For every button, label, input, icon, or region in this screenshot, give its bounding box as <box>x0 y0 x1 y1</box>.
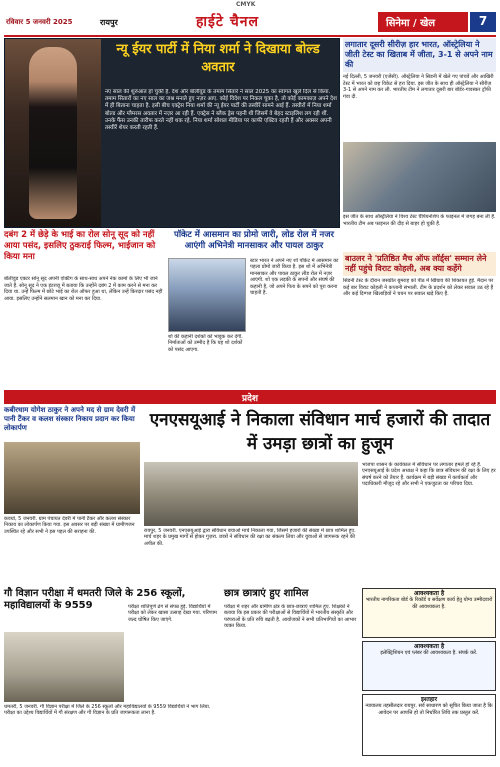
kabirdham-headline: कबीरधाम योगेश ठाकुर ने अपने मद से ग्राम देवरी में पानी टैंकर व कलश संस्कार निकाय प्रदान कर किया लोकार्पण <box>4 406 136 432</box>
gau-vigyan-story[interactable] <box>4 588 220 764</box>
ad-body: न्यायालय तहसीलदार रायपुर. सर्व साधारण को सूचित किया जाता है कि आवेदन पर आपत्ति हो तो निर्धारित तिथि तक प्रस्तुत करें. <box>365 703 493 716</box>
kabirdham-photo <box>4 442 140 514</box>
tv-show-headline: पॉकेट में आसमान का प्रोमो जारी, लोड रोल में नजर आएंगी अभिनेत्री मानसाकर और पायल ठाकुर <box>174 230 334 251</box>
page-number: 7 <box>470 12 496 32</box>
section-band: प्रदेश <box>4 390 496 404</box>
masthead <box>4 10 496 34</box>
gau-vigyan-body-right: परीक्षा शांतिपूर्ण ढंग से संपन्न हुई. विद्यार्थियों में परीक्षा को लेकर खासा उत्साह देखा गया. परिणाम जल्द घोषित किए जाएंगे. <box>128 604 217 623</box>
ad-title: इश्तहार <box>420 696 438 703</box>
hero-headline: न्यू ईयर पार्टी में निया शर्मा ने दिखाया बोल्ड अवतार <box>116 42 320 75</box>
march-photo <box>144 462 358 526</box>
sonu-sood-headline: दबंग 2 में छेड़े के भाई का रोल सोनू सूद को नहीं आया पसंद, इसलिए ठुकराई फिल्म, भाईजान को किया मना <box>4 230 156 262</box>
tv-show-caption: शो की कहानी दर्शकों को भावुक कर देगी. निर्माताओं को उम्मीद है कि यह शो दर्शकों को पसंद आएगा. <box>168 334 243 353</box>
main-headline[interactable]: एनएसयूआई ने निकाला संविधान मार्च हजारों की तादात में उमड़ा छात्रों का हुजूम <box>149 410 491 454</box>
students-body: परीक्षा में शहर और ग्रामीण क्षेत्र के छात्र-छात्राएं शामिल हुए. शिक्षकों ने बताया कि इस प्रकार की परीक्षाओं से विद्यार्थियों में भारतीय संस्कृति और परंपराओं के प्रति रुचि बढ़ती है. आयोजकों ने सभी प्रतिभागियों का आभार व्यक्त किया. <box>224 604 357 630</box>
tv-show-body: स्टार भारत ने अपने नए शो पॉकेट में आसमान का पहला प्रोमो जारी किया है. इस शो में अभिनेत्री मानसाकर और पायल ठाकुर लीड रोल में नज़र आएंगी. शो एक लड़की के सपनों और संघर्ष की कहानी है, जो अपने पिता के सपने को पूरा करना चाहती है. <box>250 258 339 297</box>
tv-show-photo <box>168 258 246 332</box>
sonu-sood-body: बॉलीवुड एक्टर सोनू सूद अपनी एक्टिंग के साथ-साथ अपने नेक कामों के लिए भी जाने जाते हैं. सोनू सूद ने एक इंटरव्यू में बताया कि उन्होंने दबंग 2 में काम करने से मना कर दिया था. उन्हें फिल्म में छोटे भाई का रोल ऑफर हुआ था, लेकिन उन्हें किरदार पसंद नहीं आया. इसलिए उन्होंने सलमान खान को मना कर दिया. <box>4 276 163 302</box>
edition-city: रायपुर <box>100 18 118 27</box>
right-column-headline: लगातार दूसरी सीरीज़ हार भारत, ऑस्ट्रेलिया ने जीती टेस्ट का खिताब में जीता, 3-1 से अपने नाम की <box>343 38 496 72</box>
right-column-headline-2: बाउलर ने 'प्रतिष्ठित मैच ऑफ लॉर्ड्स' सम्मान लेने नहीं पहुंचे विराट कोहली, अब क्या कहेंगे <box>343 252 496 276</box>
ad-box[interactable] <box>362 641 496 691</box>
gau-vigyan-body: धमतरी, 5 जनवरी. गौ विज्ञान परीक्षा में जिले के 256 स्कूलों और महाविद्यालयों के 9559 विद्यार्थियों ने भाग लिया. परीक्षा का उद्देश्य विद्यार्थियों में गौ संरक्षण और गौ विज्ञान के प्रति जागरूकता लाना है. <box>4 704 211 717</box>
hero-photo <box>5 39 101 227</box>
gau-vigyan-headline: गौ विज्ञान परीक्षा में धमतरी जिले के 256 स्कूलों, महाविद्यालयों के 9559 <box>4 588 186 611</box>
right-column-body-2: इस जीत के साथ ऑस्ट्रेलिया ने विश्व टेस्ट चैंपियनशिप के फाइनल में जगह बना ली है. भारतीय टीम अब फाइनल की दौड़ से बाहर हो चुकी है. <box>343 214 496 227</box>
ad-body: इलेक्ट्रिशियन एवं प्लंबर की आवश्यकता है. संपर्क करें. <box>380 650 478 657</box>
issue-date: रविवार 5 जनवरी 2025 <box>6 18 73 26</box>
hero-body: नए साल की शुरुआत हो चुकी है. देश और बॉलीवुड के तमाम सितारे ने साल 2025 का स्वागत खुले दिल से किया. तमाम सितारों का नए साल का जश्न मनाते हुए नज़र आए. कोई विदेश पर निकल चुका है, तो कोई कामकाज़ अपने देश में ही बिताना चाहता है. इसी बीच एक्ट्रेस निया शर्मा की न्यू ईयर पार्टी की तस्वीरें सामने आई हैं. तस्वीरों में निया शर्मा बोल्ड और ग्लैमरस अवतार में नज़र आ रही हैं. एक्ट्रेस ने ब्लैक ड्रेस पहनी थी जिसमें वे बेहद स्टाइलिश लग रही थीं. उनके फैंस उनकी तारीफ करते नहीं थक रहे. निया शर्मा सोशल मीडिया पर काफी एक्टिव रहती हैं और अक्सर अपनी तस्वीरें शेयर करती रहती हैं. <box>105 89 337 132</box>
classified-ads <box>362 588 496 764</box>
right-column-body: नई दिल्ली, 5 जनवरी (एजेंसी). ऑस्ट्रेलिया ने सिडनी में खेले गए पांचवें और आखिरी टेस्ट में भारत को छह विकेट से हरा दिया. इस जीत के साथ ही ऑस्ट्रेलिया ने सीरीज़ 3-1 से अपने नाम कर ली. भारतीय टीम ने लगातार दूसरी बार बॉर्डर-गावस्कर ट्रॉफी गंवा दी. <box>343 74 494 100</box>
hero-headline-box <box>98 41 338 87</box>
section-tab: सिनेमा / खेल <box>378 12 468 32</box>
cricket-photo <box>343 142 496 212</box>
ad-body: भारतीय नागरिकता बोर्ड के रिकॉर्ड व सर्वेक्षण कार्य हेतु योग्य उम्मीदवारों की आवश्यकता है. <box>365 597 493 610</box>
ad-title: आवश्यकता है <box>413 590 445 597</box>
kabirdham-story[interactable] <box>4 406 140 584</box>
right-column[interactable] <box>343 38 496 386</box>
exam-hall-photo <box>4 632 124 702</box>
right-column-body-3: सिडनी टेस्ट के दौरान जसप्रीत बुमराह को पीठ में खिंचाव की शिकायत हुई. मैदान पर कई बार विराट कोहली ने कप्तानी संभाली. टीम के प्रदर्शन को लेकर सवाल उठ रहे हैं और कई दिग्गज खिलाड़ियों ने चयन पर सवाल खड़े किए हैं. <box>343 278 494 298</box>
brand-logo: हाईटे चैनल <box>196 14 260 30</box>
ad-box[interactable] <box>362 588 496 638</box>
hero-figure <box>29 47 77 219</box>
hero-story[interactable] <box>4 38 340 228</box>
masthead-rule <box>4 35 496 37</box>
tv-show-story[interactable] <box>168 230 340 386</box>
students-story[interactable] <box>224 588 358 764</box>
kabirdham-body: कवर्धा, 5 जनवरी. ग्राम पंचायत देवरी में पानी टैंकर और कलश संस्कार निकाय का लोकार्पण किया गया. इस अवसर पर बड़ी संख्या में ग्रामीणजन उपस्थित रहे और सभी ने इस पहल की सराहना की. <box>4 516 135 535</box>
main-side-body: भाजपा शासन के कार्यकाल में संविधान पर लगातार हमले हो रहे हैं. एनएसयूआई के प्रदेश अध्यक्ष ने कहा कि छात्र संविधान की रक्षा के लिए हर संघर्ष करने को तैयार हैं. कार्यक्रम में बड़ी संख्या में कार्यकर्ता और पदाधिकारी मौजूद रहे और सभी ने एकजुटता का परिचय दिया. <box>362 462 496 488</box>
main-body: रायपुर, 5 जनवरी. एनएसयूआई द्वारा संविधान बचाओ मार्च निकाला गया, जिसमें हजारों की संख्या में छात्र शामिल हुए. मार्च शहर के प्रमुख मार्गों से होकर गुज़रा. छात्रों ने संविधान की रक्षा का संकल्प लिया और युवाओं से जागरूक रहने की अपील की. <box>144 528 356 547</box>
students-headline: छात्र छात्राएं हुए शामिल <box>224 588 309 599</box>
cmyk-mark: CMYK <box>236 1 256 8</box>
sonu-sood-story[interactable] <box>4 230 164 386</box>
ad-box[interactable] <box>362 694 496 756</box>
ad-title: आवश्यकता है <box>413 643 445 650</box>
